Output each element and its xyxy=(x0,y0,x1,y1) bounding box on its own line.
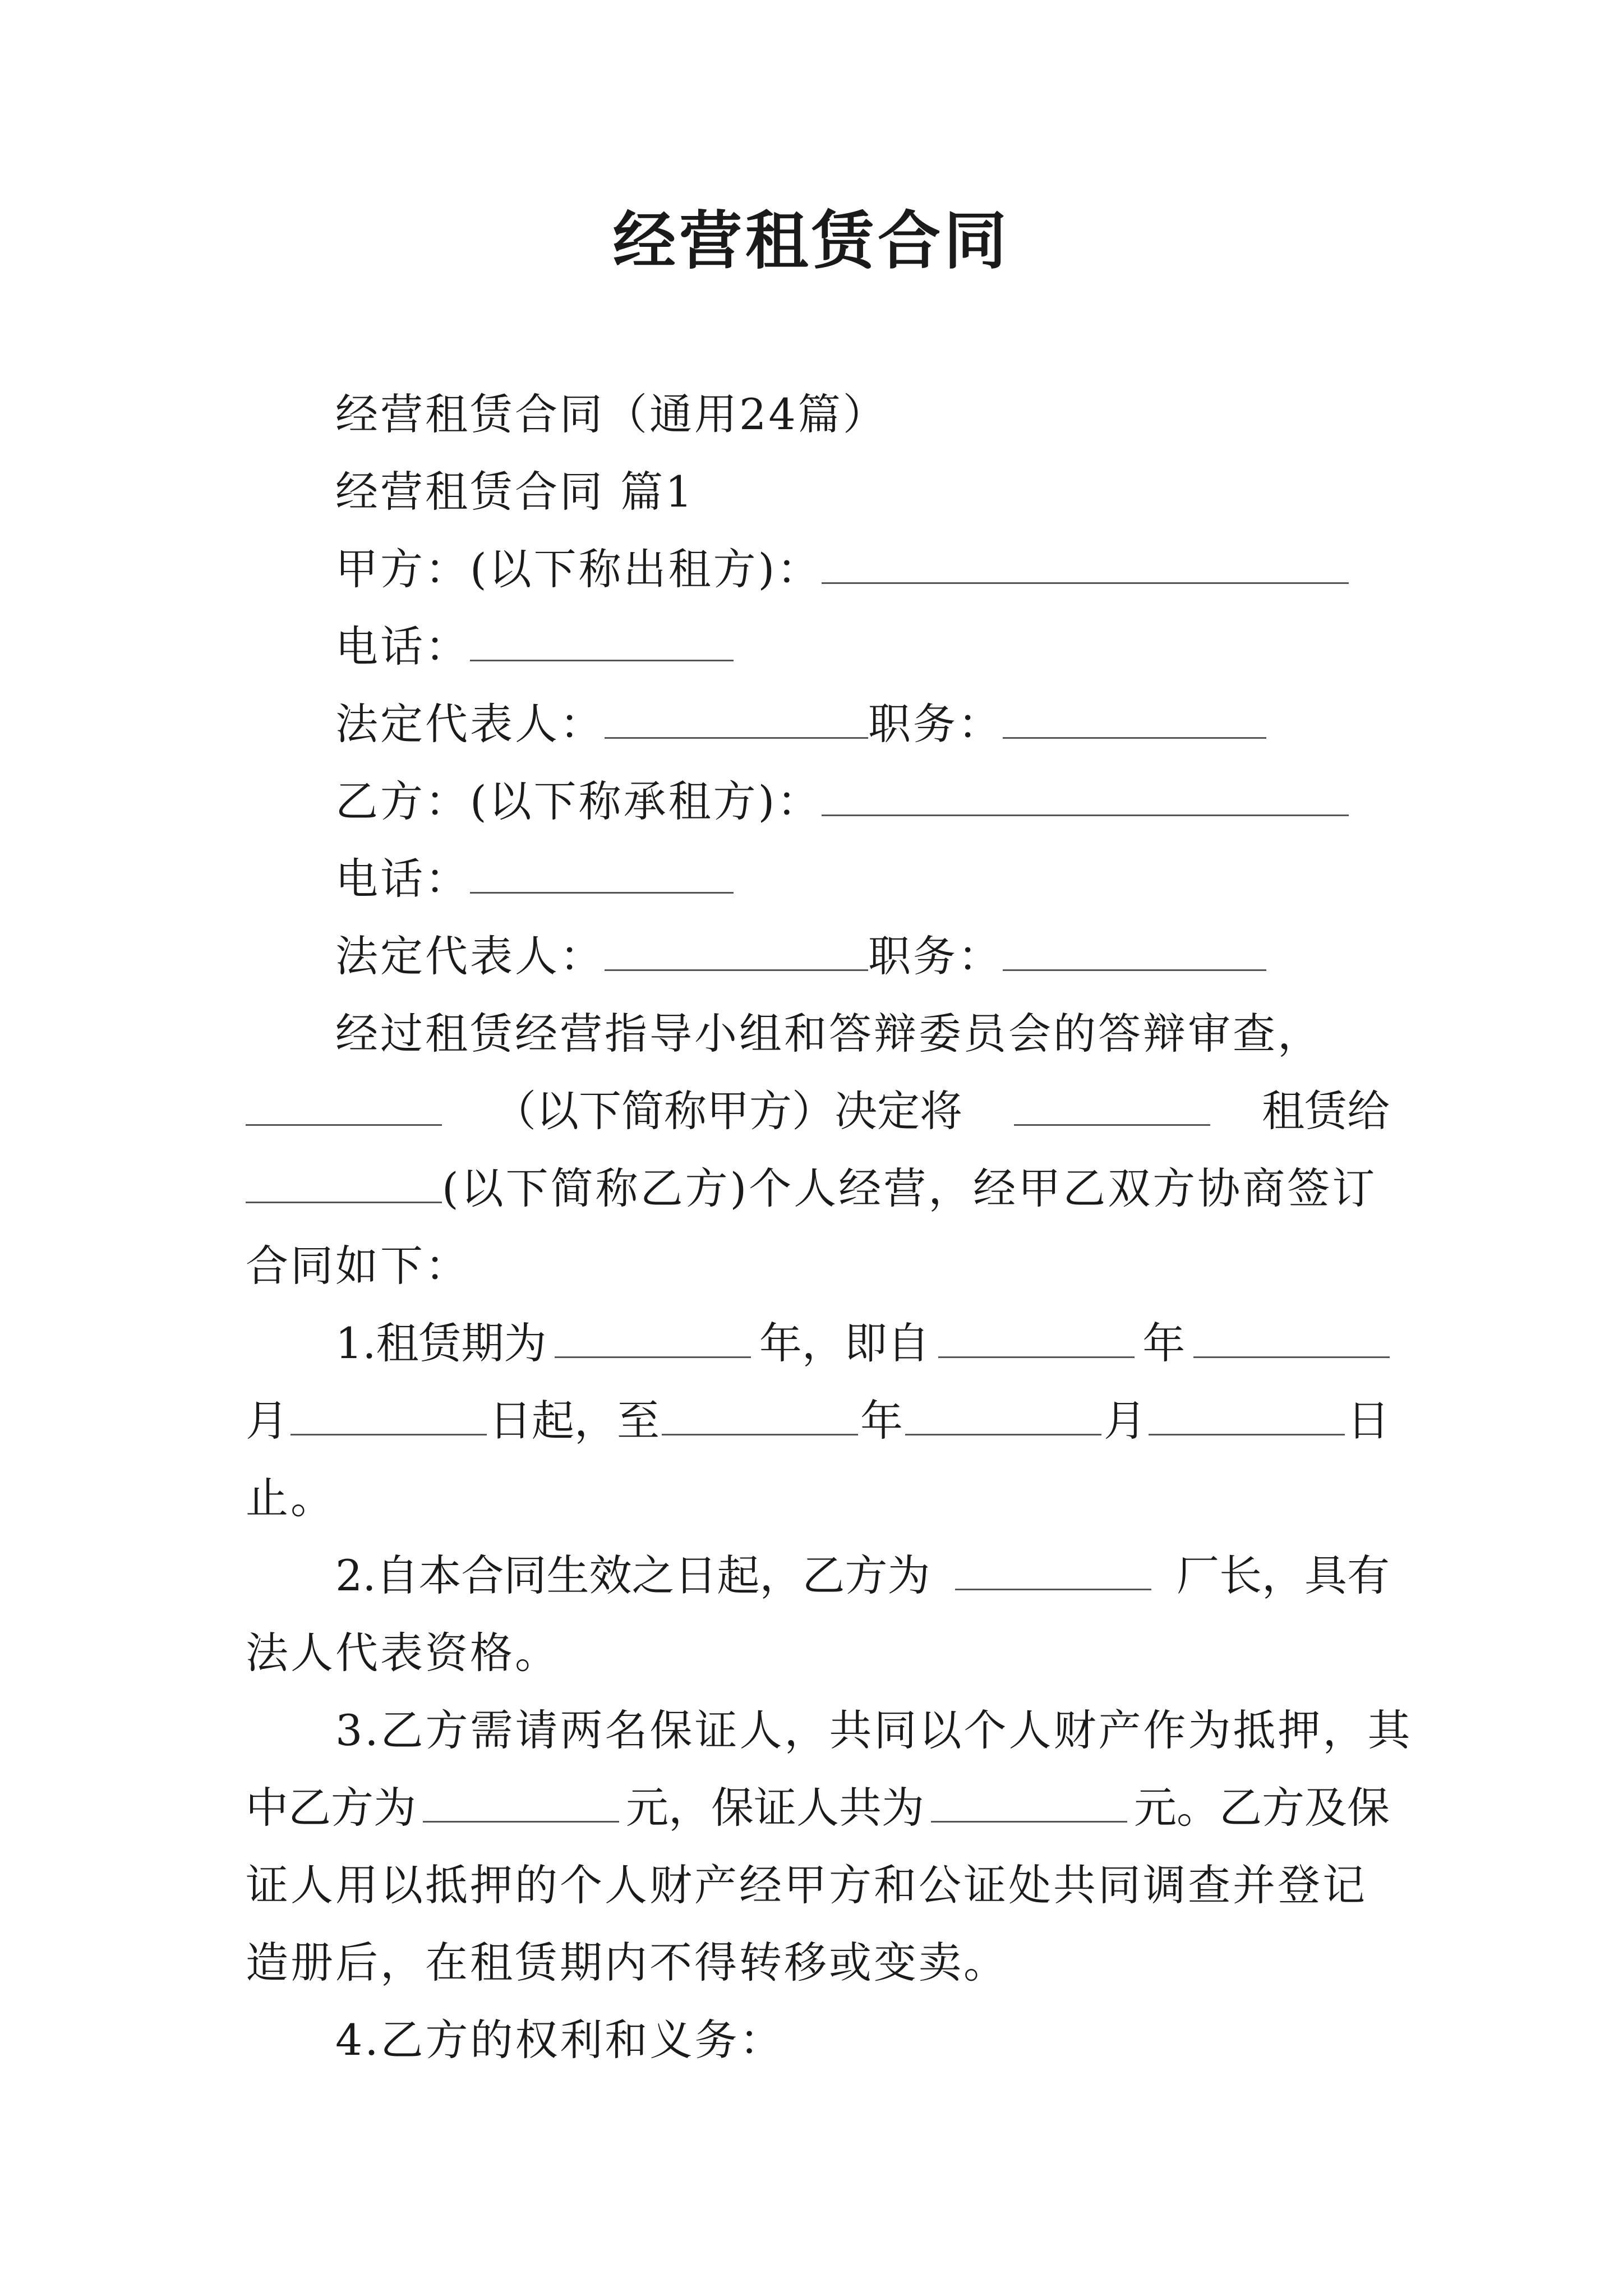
page-title: 经营租赁合同 xyxy=(613,204,1010,278)
intro-line-4: 合同如下： xyxy=(246,1241,470,1291)
clause-2-text-a: 2.自本合同生效之日起，乙方为 xyxy=(335,1550,930,1600)
party-b-label: 乙方：(以下称承租方)： xyxy=(335,776,822,826)
clause-1-text-b: 年，即自 xyxy=(759,1318,930,1368)
clause-3-line-4: 造册后，在租赁期内不得转移或变卖。 xyxy=(246,1938,1008,1987)
section-heading: 经营租赁合同 篇1 xyxy=(335,467,695,517)
clause-1-line-1 xyxy=(335,1305,1390,1382)
clause-1-text-c: 年 xyxy=(1142,1318,1186,1368)
intro-party-b-blank[interactable] xyxy=(246,1157,442,1203)
party-b-phone-label: 电话： xyxy=(335,854,470,904)
clause-1-end-day-blank[interactable] xyxy=(1149,1389,1345,1435)
intro-text-c: (以下简称乙方)个人经营，经甲乙双方协商签订 xyxy=(442,1163,1377,1213)
intro-line-2 xyxy=(246,1073,1390,1150)
clause-1-years-blank[interactable] xyxy=(555,1312,751,1358)
party-a-line xyxy=(335,531,1390,608)
clause-1-text-d: 月 xyxy=(246,1396,288,1446)
intro-party-a-blank[interactable] xyxy=(246,1079,442,1126)
clause-1-text-h: 日 xyxy=(1347,1396,1390,1446)
clause-4-line-1: 4.乙方的权利和义务： xyxy=(335,2015,785,2065)
intro-object-blank[interactable] xyxy=(1014,1079,1210,1126)
clause-2-text-b: 厂长，具有 xyxy=(1176,1550,1390,1600)
clause-2-factory-blank[interactable] xyxy=(955,1544,1151,1590)
party-b-position-blank[interactable] xyxy=(1003,924,1266,971)
party-a-blank[interactable] xyxy=(822,537,1349,584)
clause-1-start-day-blank[interactable] xyxy=(291,1389,487,1435)
party-a-rep-line xyxy=(335,685,1390,763)
clause-1-end-month-blank[interactable] xyxy=(905,1389,1101,1435)
party-a-rep-blank[interactable] xyxy=(605,692,868,739)
party-b-rep-blank[interactable] xyxy=(605,924,868,971)
party-a-phone-blank[interactable] xyxy=(470,615,734,661)
clause-2-line-2: 法人代表资格。 xyxy=(246,1628,560,1678)
party-b-rep-label: 法定代表人： xyxy=(335,931,605,981)
clause-3-text-b: 元，保证人共为 xyxy=(626,1783,924,1833)
party-a-position-blank[interactable] xyxy=(1003,692,1266,739)
party-a-phone-label: 电话： xyxy=(335,622,470,671)
party-a-label: 甲方：(以下称出租方)： xyxy=(335,544,822,594)
clause-2-line-1 xyxy=(335,1537,1390,1614)
clause-3-line-1: 3.乙方需请两名保证人，共同以个人财产作为抵押，其 xyxy=(335,1705,1413,1755)
intro-line-3 xyxy=(246,1150,1390,1227)
clause-1-text-g: 月 xyxy=(1104,1396,1146,1446)
party-b-phone-blank[interactable] xyxy=(470,847,734,894)
clause-1-text-e: 日起，至 xyxy=(489,1396,660,1446)
clause-3-text-c: 元。乙方及保 xyxy=(1134,1783,1390,1833)
party-a-position-label: 职务： xyxy=(868,699,1003,749)
clause-3-guarantor-amount-blank[interactable] xyxy=(931,1776,1127,1823)
party-b-rep-line xyxy=(335,918,1390,995)
clause-1-text-f: 年 xyxy=(860,1396,903,1446)
clause-1-line-3: 止。 xyxy=(246,1473,335,1523)
clause-1-end-year-blank[interactable] xyxy=(662,1389,858,1435)
clause-1-text-a: 1.租赁期为 xyxy=(335,1318,547,1368)
clause-3-line-3: 证人用以抵押的个人财产经甲方和公证处共同调查并登记 xyxy=(246,1860,1367,1910)
clause-1-start-year-blank[interactable] xyxy=(938,1312,1135,1358)
intro-text-b: 租赁给 xyxy=(1262,1086,1390,1136)
party-a-rep-label: 法定代表人： xyxy=(335,699,605,749)
document-subtitle: 经营租赁合同（通用24篇） xyxy=(335,389,888,439)
clause-3-party-b-amount-blank[interactable] xyxy=(423,1776,619,1823)
intro-line-1: 经过租赁经营指导小组和答辩委员会的答辩审查， xyxy=(335,1009,1322,1059)
clause-3-line-2 xyxy=(246,1769,1390,1847)
intro-text-a: （以下简称甲方）决定将 xyxy=(494,1086,962,1136)
party-b-phone-line xyxy=(335,840,1390,918)
clause-1-line-2 xyxy=(246,1382,1390,1460)
clause-1-start-month-blank[interactable] xyxy=(1193,1312,1390,1358)
clause-3-text-a: 中乙方为 xyxy=(246,1783,416,1833)
party-a-phone-line xyxy=(335,608,1390,685)
party-b-position-label: 职务： xyxy=(868,931,1003,981)
party-b-line xyxy=(335,763,1390,840)
party-b-blank[interactable] xyxy=(822,770,1349,816)
